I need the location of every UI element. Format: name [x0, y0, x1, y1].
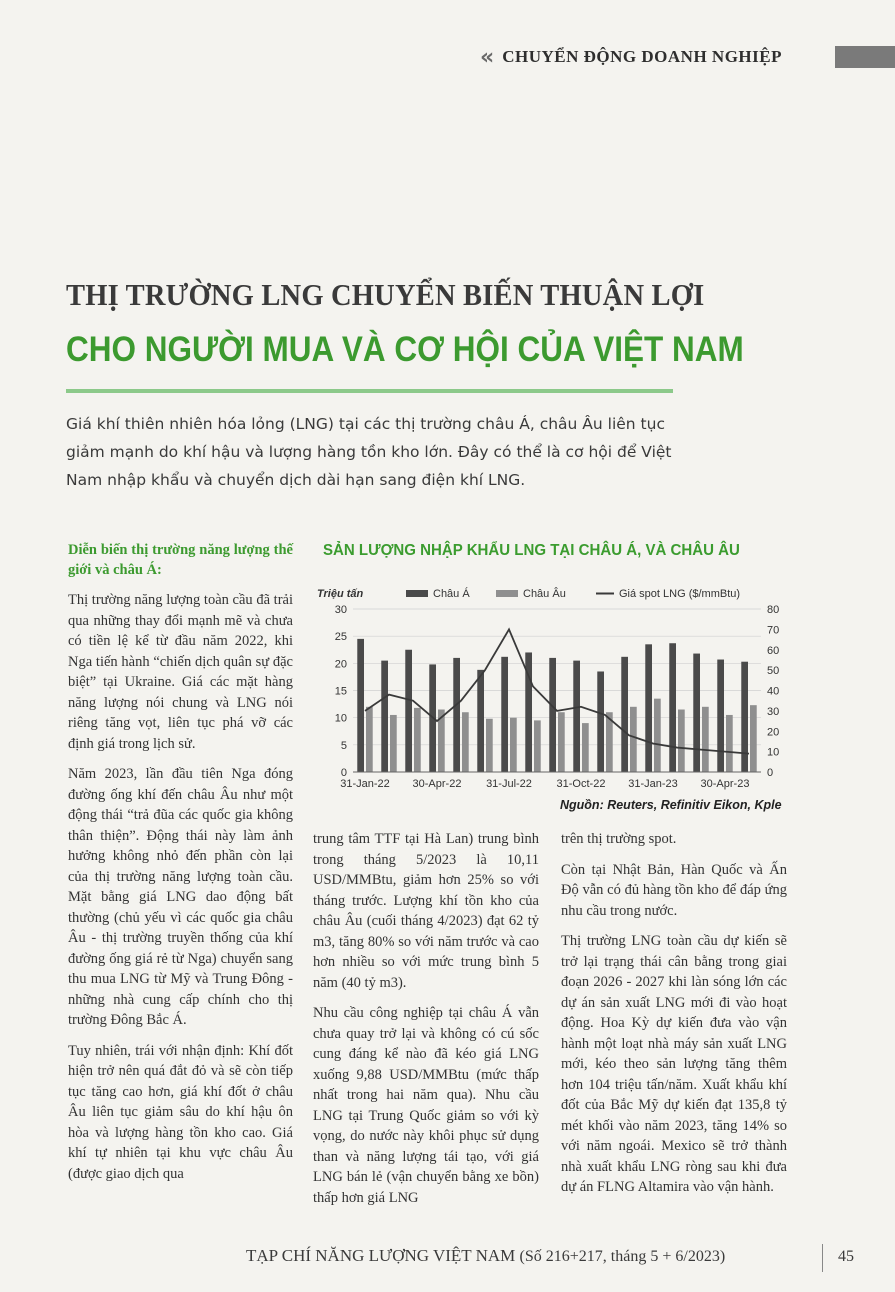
- bar-europe: [366, 707, 373, 772]
- page-number: 45: [838, 1248, 854, 1265]
- column-1: [68, 540, 293, 1194]
- paragraph: trung tâm TTF tại Hà Lan) trung bình trong tháng 5/2023 là 10,11 USD/MMBtu, giảm hơn 25% so với tháng trước. Lượng khí tồn kho của châu Âu (cuối tháng 4/2023) đạt 62 tỷ m3, tăng 80% so với năm trước và cao hơn nhiều so với mức trung bình 5 năm (40 tỷ m3).: [313, 831, 539, 991]
- y-tick-label: 0: [340, 767, 347, 779]
- bar-europe: [726, 715, 733, 772]
- bar-europe: [486, 719, 493, 772]
- article-title-line1: THỊ TRƯỜNG LNG CHUYỂN BIẾN THUẬN LỢI: [66, 277, 705, 312]
- y2-tick-label: 40: [767, 685, 780, 698]
- bar-europe: [582, 723, 589, 772]
- bar-asia: [573, 661, 580, 772]
- bar-asia: [669, 643, 676, 772]
- bar-asia: [501, 657, 508, 772]
- paragraph: Còn tại Nhật Bản, Hàn Quốc và Ấn Độ vẫn có đủ hàng tồn kho để đáp ứng nhu cầu trong nước.: [561, 861, 787, 919]
- article-title-line2: CHO NGƯỜI MUA VÀ CƠ HỘI CỦA VIỆT NAM: [66, 330, 744, 369]
- bar-asia: [477, 670, 484, 772]
- y-tick-label: 10: [334, 712, 347, 725]
- paragraph: Thị trường năng lượng toàn cầu đã trải qua những thay đổi mạnh mẽ và chưa có tiền lệ kể từ đầu năm 2022, khi Nga tiến hành “chiến dịch quân sự đặc biệt” tại Ukraine. Giá các mặt hàng năng lượng nói chung và LNG nói riêng tăng vọt, liên tục phá vỡ các định giá trong lịch sử.: [68, 592, 293, 752]
- paragraph: Tuy nhiên, trái với nhận định: Khí đốt hiện trở nên quá đắt đỏ và sẽ còn tiếp tục tăng cao hơn, giá khí đốt ở châu Âu liên tục giảm sâu do khí hậu ôn hòa và lượng hàng tồn kho cao. Giá khí tự nhiên tại khu vực châu Âu (được giao dịch qua: [68, 1042, 293, 1182]
- bar-europe: [654, 699, 661, 772]
- bar-europe: [558, 712, 565, 772]
- x-tick-label: 31-Jan-22: [340, 778, 390, 790]
- bar-europe: [390, 715, 397, 772]
- bar-asia: [405, 650, 412, 772]
- y-tick-label: 25: [334, 631, 347, 644]
- paragraph: trên thị trường spot.: [561, 831, 677, 847]
- footer: [246, 1246, 725, 1266]
- y2-tick-label: 30: [767, 705, 780, 718]
- bar-asia: [621, 657, 628, 772]
- y2-tick-label: 80: [767, 604, 780, 616]
- y2-tick-label: 60: [767, 644, 780, 657]
- chevron-left-icon: «: [480, 44, 489, 70]
- y2-tick-label: 0: [767, 767, 774, 779]
- bar-europe: [702, 707, 709, 772]
- magazine-name: TẠP CHÍ NĂNG LƯỢNG VIỆT NAM: [246, 1246, 516, 1265]
- x-tick-label: 31-Jul-22: [486, 778, 532, 790]
- x-tick-label: 30-Apr-23: [700, 778, 750, 790]
- header-bar: [835, 46, 895, 68]
- footer-divider: [822, 1244, 823, 1272]
- column-2: [313, 829, 539, 1218]
- bar-asia: [741, 662, 748, 772]
- bar-asia: [549, 658, 556, 772]
- lng-import-chart: [313, 580, 793, 820]
- bar-europe: [462, 712, 469, 772]
- bar-europe: [750, 705, 757, 772]
- bar-asia: [693, 654, 700, 772]
- y2-tick-label: 50: [767, 665, 780, 678]
- bar-asia: [381, 661, 388, 772]
- bar-europe: [414, 708, 421, 772]
- legend-label-price: Giá spot LNG ($/mmBtu): [619, 588, 741, 600]
- paragraph: Năm 2023, lần đầu tiên Nga đóng đường ống khí đến châu Âu như một động thái “trả đũa các quốc gia không thân thiện”. Động thái này làm ảnh hưởng không nhỏ đến phần còn lại của thị trường năng lượng toàn cầu. Mặt bằng giá LNG dao động bất thường (chủ yếu vì các quốc gia châu Âu - thị trường truyền thống của khí đường ống giá rẻ từ Nga) chuyển sang thu mua LNG từ Mỹ và Trung Đông - những nhà cung cấp chính cho thị trường Đông Bắc Á.: [68, 766, 293, 1028]
- x-tick-label: 31-Oct-22: [556, 778, 606, 790]
- paragraph: Nhu cầu công nghiệp tại châu Á vẫn chưa quay trở lại và không có cú sốc cung đáng kể nào đã kéo giá LNG xuống 9,88 USD/MMBtu (mức thấp nhất trong hai năm qua). Nhu cầu LNG tại Trung Quốc giảm so với kỳ vọng, do nước này khôi phục sử dụng than và năng lượng tái tạo, với giá LNG bán lẻ (vận chuyển bằng xe bồn) thấp hơn giá LNG: [313, 1005, 539, 1206]
- bar-europe: [678, 710, 685, 772]
- price-line: [365, 629, 749, 753]
- x-tick-label: 30-Apr-22: [412, 778, 462, 790]
- legend-swatch-asia: [406, 590, 428, 597]
- article-lead: Giá khí thiên nhiên hóa lỏng (LNG) tại các thị trường châu Á, châu Âu liên tục giảm mạnh do khí hậu và lượng hàng tồn kho lớn. Đây có thể là cơ hội để Việt Nam nhập khẩu và chuyển dịch dài hạn sang điện khí LNG.: [66, 415, 672, 489]
- bar-europe: [630, 707, 637, 772]
- section-title: CHUYỂN ĐỘNG DOANH NGHIỆP: [502, 47, 782, 66]
- legend-label-europe: Châu Âu: [523, 588, 566, 600]
- chart-title: SẢN LƯỢNG NHẬP KHẨU LNG TẠI CHÂU Á, VÀ CHÂU ÂU: [323, 542, 740, 559]
- bar-europe: [510, 718, 517, 772]
- y-tick-label: 15: [334, 685, 347, 698]
- x-tick-label: 31-Jan-23: [628, 778, 678, 790]
- y2-tick-label: 10: [767, 746, 780, 759]
- y-tick-label: 20: [334, 658, 347, 671]
- chart-source: Nguồn: Reuters, Refinitiv Eikon, Kple: [560, 798, 782, 812]
- bar-asia: [453, 658, 460, 772]
- column-3: [561, 829, 787, 1208]
- bar-asia: [357, 639, 364, 772]
- column-subhead: Diễn biến thị trường năng lượng thế giới và châu Á:: [68, 542, 293, 578]
- bar-europe: [534, 720, 541, 772]
- y-tick-label: 30: [334, 604, 347, 616]
- section-header: [480, 44, 782, 70]
- paragraph: Thị trường LNG toàn cầu dự kiến sẽ trở lại trạng thái cân bằng trong giai đoạn 2026 - 2027 khi làn sóng lớn các dự án sản xuất LNG mới đi vào hoạt động. Hoa Kỳ dự kiến đưa vào vận hành một loạt nhà máy sản xuất LNG mới, kéo theo sản lượng tăng thêm hơn 104 triệu tấn/năm. Xuất khẩu khí đốt của Bắc Mỹ dự kiến đạt 135,8 tỷ mét khối vào năm 2023, tăng 14% so với năm ngoái. Mexico sẽ trở thành nhà xuất khẩu LNG ròng sau khi đưa dự án FLNG Altamira vào vận hành.: [561, 933, 787, 1195]
- y2-tick-label: 70: [767, 624, 780, 637]
- y-axis-label: Triệu tấn: [317, 588, 364, 600]
- bar-asia: [645, 644, 652, 772]
- legend-label-asia: Châu Á: [433, 588, 470, 600]
- legend-swatch-europe: [496, 590, 518, 597]
- bar-asia: [717, 660, 724, 772]
- y2-tick-label: 20: [767, 726, 780, 739]
- y-tick-label: 5: [340, 739, 347, 752]
- bar-asia: [597, 671, 604, 772]
- issue-info: (Số 216+217, tháng 5 + 6/2023): [519, 1248, 726, 1265]
- title-divider: [66, 389, 673, 393]
